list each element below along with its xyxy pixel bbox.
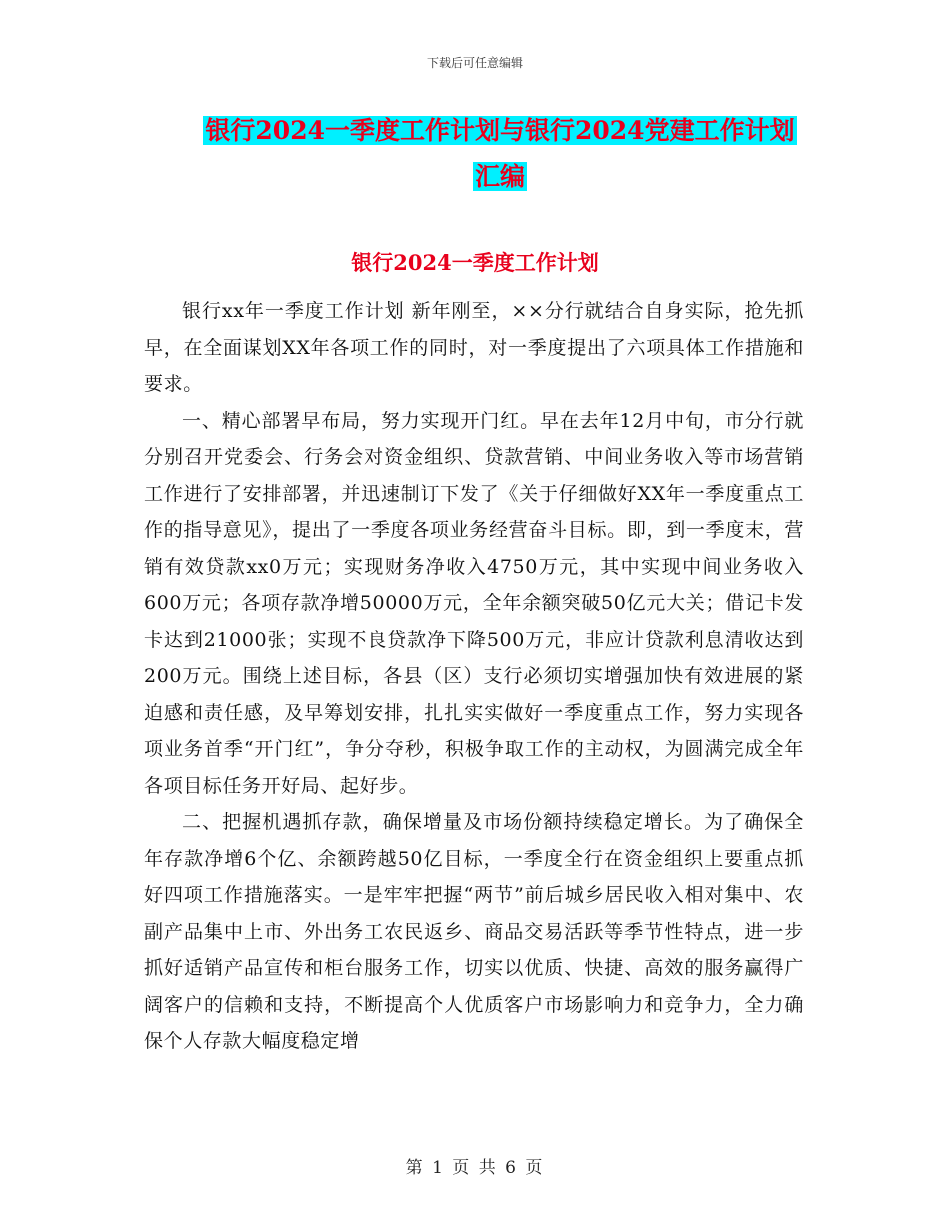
document-title-line-2: 汇编 [474, 162, 525, 191]
paragraph-section-2: 二、把握机遇抓存款，确保增量及市场份额持续稳定增长。为了确保全年存款净增6个亿、余额跨越50亿目标，一季度全行在资金组织上要重点抓好四项工作措施落实。一是牢牢把握“两节”前后城乡居民收入相对集中、农副产品集中上市、外出务工农民返乡、商品交易活跃等季节性特点，进一步抓好适销产品宣传和柜台服务工作，切实以优质、快捷、高效的服务赢得广阔客户的信赖和支持，不断提高个人优质客户市场影响力和竞争力，全力确保个人存款大幅度稳定增 [144, 811, 804, 1052]
header-note: 下载后可任意编辑 [426, 56, 523, 70]
page-number-footer: 第 1 页 共 6 页 [405, 1158, 545, 1178]
document-title-line-1: 银行2024一季度工作计划与银行2024党建工作计划 [205, 116, 795, 145]
document-title [180, 108, 820, 200]
document-body [144, 293, 804, 1060]
section-title: 银行2024一季度工作计划 [351, 250, 599, 275]
paragraph-intro: 银行xx年一季度工作计划 新年刚至，××分行就结合自身实际，抢先抓早，在全面谋划XX年各项工作的同时，对一季度提出了六项具体工作措施和要求。 [144, 300, 804, 395]
paragraph-section-1: 一、精心部署早布局，努力实现开门红。早在去年12月中旬，市分行就分别召开党委会、行务会对资金组织、贷款营销、中间业务收入等市场营销工作进行了安排部署，并迅速制订下发了《关于仔细做好XX年一季度重点工作的指导意见》，提出了一季度各项业务经营奋斗目标。即，到一季度末，营销有效贷款xx0万元；实现财务净收入4750万元，其中实现中间业务收入600万元；各项存款净增50000万元，全年余额突破50亿元大关；借记卡发卡达到21000张；实现不良贷款净下降500万元，非应计贷款利息清收达到200万元。围绕上述目标，各县（区）支行必须切实增强加快有效进展的紧迫感和责任感，及早筹划安排，扎扎实实做好一季度重点工作，努力实现各项业务首季“开门红”，争分夺秒，积极争取工作的主动权，为圆满完成全年各项目标任务开好局、起好步。 [144, 409, 804, 797]
